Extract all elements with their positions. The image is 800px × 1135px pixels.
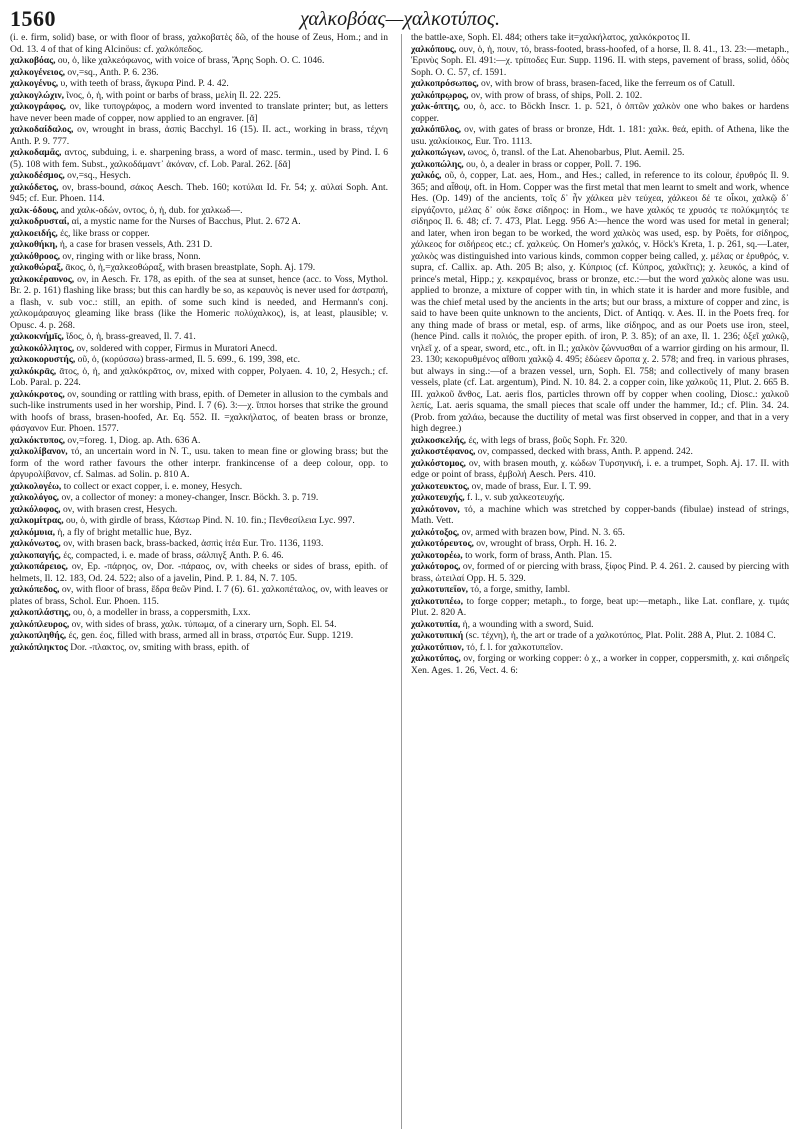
entry-text: ᾱτος, ὁ, ἡ, and χαλκόκρᾱτος, ον, mixed with copper, Polyaen. 4. 10, 2, Hesych.; cf. Lob. Paral. p. 224. [10, 365, 389, 388]
dictionary-entry [411, 147, 789, 159]
entry-headword: χαλκοειδής, [10, 227, 58, 239]
entry-headword: χαλκοκέραυνος, [10, 273, 75, 285]
entry-text: τό, an uncertain word in N. T., usu. taken to mean fine or glowing brass; but the form of the word rather favours the other interpr. frankincense of a deep colour, opp. to ἀργυρολίβανον, cf. Salmas. ad Solin. p. 810 A. [10, 446, 388, 480]
entry-text: τό, f. l. for χαλκοτυπεῖον. [466, 641, 563, 653]
page-header [10, 6, 790, 32]
entry-headword: χαλκοτορέω, [411, 549, 463, 561]
dictionary-entry [411, 458, 789, 481]
entry-headword: χαλκοθώραξ, [10, 262, 63, 273]
dictionary-entry [10, 366, 388, 389]
entry-headword: χαλκοπώλης, [411, 158, 464, 170]
entry-headword: χαλκόπληκτος [10, 641, 68, 653]
dictionary-entry [10, 642, 388, 654]
entry-headword: χαλκοδαίδαλος, [10, 124, 74, 135]
entry-text: ές, with legs of brass, βοῦς Soph. Fr. 320. [468, 434, 628, 446]
entry-text: ον, with floor of brass, ἕδρα θεῶν Pind. I. 7 (6). 61. χαλκοπέταλος, ον, with leaves or plates of brass, Schol. Eur. Phoen. 115. [10, 584, 388, 607]
dictionary-entry [411, 78, 789, 90]
entry-headword: χαλκόπους, [411, 43, 457, 55]
entry-headword: χαλκοβόας, [10, 55, 56, 66]
entry-headword: χαλκόπλευρος, [10, 618, 70, 630]
dictionary-entry [411, 527, 789, 539]
entry-text: ον, armed with brazen bow, Pind. N. 3. 65. [461, 526, 625, 538]
entry-headword: χαλκοκνήμῑς, [10, 331, 64, 342]
dictionary-entry [411, 170, 789, 435]
dictionary-entry [10, 389, 388, 435]
dictionary-entry [10, 354, 388, 366]
entry-text: ον, with brow of brass, brasen-faced, like the ferreum os of Catull. [481, 78, 735, 89]
dictionary-entry [411, 446, 789, 458]
entry-text: ἡ, a wounding with a sword, Suid. [462, 618, 594, 630]
entry-headword: χαλκοτυπέω, [411, 595, 463, 607]
entry-headword: χαλκογένυς, [10, 78, 59, 89]
dictionary-entry [10, 170, 388, 182]
dictionary-entry [411, 90, 789, 102]
dictionary-entry [10, 343, 388, 355]
entry-headword: χαλκόλοφος, [10, 503, 61, 515]
entry-text: ον, forging or working copper: ὁ χ., a worker in copper, coppersmith, χ. καὶ σιδηρεῖς Xen. Ages. 1. 26, Vect. 4. 6: [411, 653, 790, 676]
dictionary-entry [411, 32, 789, 44]
entry-headword: χαλκότονον, [411, 503, 460, 515]
entry-headword: χαλκοσκελής, [411, 434, 467, 446]
dictionary-entry [10, 78, 388, 90]
entry-text: Dor. -πλακτος, ον, smiting with brass, epith. of [70, 641, 250, 653]
entry-text: ον,=foreg. 1, Diog. ap. Ath. 636 A. [67, 434, 201, 446]
entry-headword: χαλκογλώχιν, [10, 89, 64, 101]
entry-text: ον,=sq., Hesych. [67, 170, 131, 181]
entry-text: ές, gen. έος, filled with brass, armed all in brass, στρατός Eur. Supp. 1219. [68, 630, 354, 641]
dictionary-entry [411, 619, 789, 631]
entry-text: ωνος, ὁ, transl. of the Lat. Ahenobarbus, Plut. Aemil. 25. [467, 147, 685, 158]
entry-text: ον, with brasen mouth, χ. κώδων Τυρσηνική, i. e. a trumpet, Soph. Aj. 17. II. with edge or point of brass, ἐμβολή Aesch. Pers. 410. [411, 457, 790, 480]
dictionary-entry [10, 481, 388, 493]
dictionary-entry [411, 504, 789, 527]
right-column [411, 32, 789, 676]
entry-text: ές, like brass or copper. [60, 227, 150, 239]
entry-headword: χαλκοδαμᾶς, [10, 147, 62, 158]
entry-headword: χαλκογένειος, [10, 66, 65, 78]
entry-headword: χαλκοστέφανος, [411, 446, 476, 457]
entry-headword: χαλκογράφος, [10, 101, 66, 112]
entry-headword: χαλκότορος, [411, 561, 461, 572]
entry-text: αντος, subduing, i. e. sharpening brass, a word of masc. termin., used by Pind. I. 6 (5). 108 with fem. Subst., χαλκοδάμαντ᾽ ἀκόναν, cf. Lob. Paral. 262. [δᾰ] [10, 147, 389, 170]
entry-headword: χαλκολογέω, [10, 480, 62, 492]
dictionary-entry [411, 492, 789, 504]
dictionary-entry [411, 44, 789, 79]
dictionary-entry [411, 642, 789, 654]
dictionary-entry [10, 607, 388, 619]
entry-headword: χαλκόμυια, [10, 526, 55, 538]
dictionary-entry [10, 67, 388, 79]
entry-headword: χαλκοτευχής, [411, 492, 465, 503]
entry-headword: χαλκόστομος, [411, 457, 466, 469]
entry-text: ον, Ep. -πάρηος, ον, Dor. -πάραος, ον, with cheeks or sides of brass, epith. of helmets, Il. 12. 183, Od. 24. 522; also of a javelin, Pind. P. 1. 84, N. 7. 105. [10, 561, 388, 584]
entry-text: ον, like τυπογράφος, a modern word invented to translate printer; but, as letters have never been made of copper, now applied to an engraver. [ᾰ] [10, 101, 388, 124]
entry-headword: χαλκοτύπιον, [411, 641, 464, 653]
dictionary-entry [10, 527, 388, 539]
entry-headword: χαλκοδέσμος, [10, 170, 65, 181]
entry-text: ον, wrought in brass, ἀσπὶς Bacchyl. 16 (15). II. act., working in brass, τέχνη Anth. P. 9. 777. [10, 124, 388, 147]
entry-text: υ, with teeth of brass, ἄγκυρα Pind. P. 4. 42. [60, 78, 229, 89]
entry-text: ῖνος, ὁ, ἡ, with point or barbs of brass, μελίη Il. 22. 225. [66, 89, 281, 101]
entry-text: ές, compacted, i. e. made of brass, σάλπιγξ Anth. P. 6. 46. [63, 549, 284, 561]
entry-text: ον, sounding or rattling with brass, epith. of Demeter in allusion to the cymbals and such-like instruments used in her worship, Pind. I. 7 (6). 3:—χ. ἵπποι horses that strike the ground with hoofs of brass, brasen-hoofed, Ar. Eq. 552. II. =χαλκήλατος, of beaten brass or bronze, φάσγανον Eur. Phoen. 1577. [10, 388, 388, 434]
entry-headword: χαλκοτύπος, [411, 653, 461, 664]
entry-text: to work, form of brass, Anth. Plan. 15. [465, 549, 612, 561]
dictionary-entry [10, 435, 388, 447]
entry-headword: χαλκομίτρας, [10, 515, 64, 526]
entry-headword: χαλκόκροτος, [10, 388, 65, 400]
entry-text: ον, with prow of brass, of ships, Poll. 2. 102. [470, 89, 643, 101]
dictionary-entry [10, 251, 388, 263]
entry-text: f. l., v. sub χαλκεοτευχής. [467, 492, 565, 503]
entry-headword: χαλκοκόλλητος, [10, 342, 75, 354]
entry-text: οῦ, ὁ, (κορύσσω) brass-armed, Il. 5. 699., 6. 199, 398, etc. [77, 354, 300, 365]
entry-text: ον, in Aesch. Fr. 178, as epith. of the sea at sunset, hence (acc. to Voss, Mythol. Br. 2. p. 161) flashing like brass; but this can hardly be so, as κεραυνὸς is never used for ἀστραπή, a flash, v. sub voc.: still, an epith. of some such kind is needed, and Hermann's conj. χαλκομάραυγος gleaming like brass (like the Homeric πολύχαλκος), is, at least, plausible; v. Opusc. 4. p. 268. [10, 273, 388, 331]
entry-headword: χαλκοκορυστής, [10, 354, 76, 365]
dictionary-entry [10, 216, 388, 228]
entry-text: and χαλκ-οδών, οντος, ὁ, ἡ, dub. for χαλκωδ—. [60, 204, 243, 216]
entry-headword: χαλκόνωτος, [10, 538, 61, 549]
entry-headword: χαλκοπώγων, [411, 147, 466, 158]
entry-headword: χαλκοτυπία, [411, 618, 461, 630]
dictionary-entry [411, 481, 789, 493]
entry-headword: χαλκοδρυσταί, [10, 216, 70, 227]
entry-text: ον, compassed, decked with brass, Anth. P. append. 242. [477, 446, 693, 457]
entry-text: (sc. τέχνη), ἡ, the art or trade of a χαλκοτύπος, Plat. Polit. 288 A, Plut. 2. 1084 C. [465, 630, 776, 641]
entry-headword: χαλκοπρόσωπος, [411, 78, 479, 89]
dictionary-entry [10, 630, 388, 642]
entry-headword: χαλκοπαγής, [10, 549, 61, 561]
dictionary-entry [10, 101, 388, 124]
dictionary-entry [411, 124, 789, 147]
entry-text: τό, a machine which was stretched by copper-bands (fibulae) instead of strings, Math. Vett. [411, 503, 789, 526]
entry-headword: χαλκόκρᾱς, [10, 365, 57, 377]
dictionary-entry [411, 538, 789, 550]
dictionary-entry [10, 446, 388, 481]
dictionary-entry [411, 596, 789, 619]
entry-headword: χαλκόκτυπος, [10, 434, 66, 446]
entry-text: ᾱκος, ὁ, ἡ,=χαλκεοθώραξ, with brasen breastplate, Soph. Aj. 179. [65, 262, 316, 273]
entry-headword: χαλκοπάρειος, [10, 561, 68, 572]
entry-text: ον, with gates of brass or bronze, Hdt. 1. 181: χαλκ. θεά, epith. of Athena, like the usu. χαλκίοικος, Eur. Tro. 1113. [411, 124, 789, 147]
dictionary-entry [10, 274, 388, 332]
entry-text: to collect or exact copper, i. e. money, Hesych. [63, 480, 243, 492]
entry-headword: χαλκοτυπική [411, 630, 464, 641]
dictionary-entry [10, 147, 388, 170]
dictionary-entry [10, 619, 388, 631]
entry-text: ον, made of brass, Eur. I. T. 99. [471, 480, 591, 492]
entry-headword: χαλκ-όπτης, [411, 101, 460, 112]
dictionary-entry [10, 561, 388, 584]
dictionary-entry [10, 55, 388, 67]
entry-text: ῖδος, ὁ, ἡ, brass-greaved, Il. 7. 41. [66, 331, 196, 342]
dictionary-entry [411, 159, 789, 171]
dictionary-entry [411, 101, 789, 124]
dictionary-entry [411, 550, 789, 562]
dictionary-entry [10, 550, 388, 562]
column-divider [401, 34, 402, 1129]
dictionary-entry [10, 182, 388, 205]
dictionary-entry [411, 653, 789, 676]
dictionary-entry [10, 228, 388, 240]
entry-text: ον, brass-bound, σάκος Aesch. Theb. 160; κοτύλαι Id. Fr. 54; χ. αὐλαί Soph. Ant. 945; cf. Eur. Phoen. 114. [10, 181, 389, 204]
entry-text: ον, ringing with or like brass, Nonn. [62, 250, 201, 262]
dictionary-entry [10, 90, 388, 102]
entry-text: ον, with brasen crest, Hesych. [62, 503, 178, 515]
entry-text: (i. e. firm, solid) base, or with floor of brass, χαλκοβατὲς δῶ, of the house of Zeus, Hom.; and in Od. 13. 4 of that of king Alcinöus: cf. χαλκόπεδος. [10, 32, 388, 55]
dictionary-entry [10, 124, 388, 147]
entry-headword: χαλκ-όδους, [10, 204, 59, 216]
entry-text: ου, ὁ, a dealer in brass or copper, Poll. 7. 196. [466, 158, 642, 170]
entry-headword: χαλκόδετος, [10, 181, 59, 193]
entry-headword: χαλκόπεδος, [10, 584, 60, 595]
entry-headword: χαλκόθροος, [10, 250, 61, 262]
dictionary-entry [10, 584, 388, 607]
entry-text: ου, ὁ, with girdle of brass, Κάστωρ Pind. N. 10. fin.; Πενθεσίλεια Lyc. 997. [65, 515, 355, 526]
entry-text: ον, formed of or piercing with brass, ξίφος Pind. P. 4. 261. 2. caused by piercing with brass, ὠτειλαί Opp. H. 5. 329. [411, 561, 789, 584]
entry-text: ου, ὁ, acc. to Böckh Inscr. 1. p. 521, ὁ ὀπτῶν χαλκὸν one who bakes or hardens copper. [411, 101, 789, 124]
dictionary-entry [411, 561, 789, 584]
entry-text: the battle-axe, Soph. El. 484; others take it=χαλκήλατος, χαλκόκροτος II. [411, 32, 691, 43]
dictionary-entry [10, 504, 388, 516]
entry-headword: χαλκοτόρευτος, [411, 538, 474, 549]
entry-text: ον, soldered with copper, Firmus in Muratori Anecd. [76, 342, 278, 354]
entry-text: ουν, ὁ, ἡ, πουν, τό, brass-footed, brass-hoofed, of a horse, Il. 8. 41., 13. 23:—metaph., Ἐρινὺς Soph. El. 491:—χ. τρίποδες Eur. Supp. 1196. II. with steps, pavement of brass, solid, ὁδὸς Soph. O. C. 57, cf. 1591. [411, 43, 789, 78]
entry-text: ἡ, a fly of bright metallic hue, Byz. [57, 526, 192, 538]
entry-text: to forge copper; metaph., to forge, beat up:—metaph., like Lat. conflare, χ. τιμάς Plut. 2. 820 A. [411, 595, 789, 618]
entry-text: οῦ, ὁ, copper, Lat. aes, Hom., and Hes.; called, in reference to its colour, ἐρυθρός Il. 9. 365; and αἶθοψ, oft. in Hom. Copper was the first metal that men learnt to smelt and work, whence Hes. (Op. 149) of the ancients, τοῖς δ᾽ ἦν χάλκεα μὲν τεύχεα, χάλκεοι δέ τε οἶκοι, χαλκῷ δ᾽ εἰργάζοντο, μέλας δ᾽ οὐκ ἔσκε σίδηρος: in Hom., we have χαλκός τε χρυσός τε πολύκμητός τε σίδηρος Il. 6. 48; cf. 7. 473, Plat. Legg. 956 A:—hence the word was used for metal in general; and later, when iron began to be worked, the word χαλκὸς was used, esp. by Poëts, for σίδηρος, χάλκεος for σιδήρεος etc.; cf. χαλκεύς. On Homer's χαλκός, v. Höck's Kreta, 1. p. 261, sq.—Later, χαλκὸς was distinguished into various kinds, common copper being called, χ. μέλας or ἐρυθρός, v. supra, cf. Callix. ap. Ath. 205 B; also, χ. Κύπριος (cf. Κύπρος, χαλκῖτις); χ. λευκός, a kind of prince's metal, Hipp.; χ. κεκραμένος, brass or bronze, etc.:—but the word χαλκὸς alone was usu. applied to bronze, a mixture of copper with tin, in which state it is harder and more fusible, and was the chief metal used by the ancients in the arts; but our brass, a mixture of copper and zinc, is said to have been quite unknown to the ancients, Dict. of Antiqq. v. Aes. II. in the Poets freq. for any thing made of brass or metal, esp. of arms, like σίδηρος, and as our Poets use iron, steel, (hence Pind. calls it πολιός, the proper epith. of iron, P. 3. 85); of an axe, Il. 1. 236; ὀξεῖ χαλκῷ, νηλεῖ χ. of a spear, sword, etc., oft. in Il.; χαλκὸν ζώννυσθαι of a warrior girding on his armour, Il. 23. 130; κεκορυθμένος αἴθοπι χαλκῷ 4. 495; ἑδώεεν ὤροπα χ. 2. 578; and freq. in various phrases, but always in sing.:—of a brazen vessel, urn, Soph. El. 758; and collectively of many brasen vessels, plate (cf. Lat. argentum), Pind. N. 10. 84. 2. a copper coin, like χαλκοῦς 11, Plut. 2. 665 B. III. χαλκοῦ ἄνθος, Lat. aeris flos, particles thrown off by copper when cooling, Diosc.: χαλκοῦ λεπίς, Lat. aeris squama, the small pieces that scale off under the hammer, Id.; cf. Plin. 34. 24. (Prob. from χαλάω, because the ductility of metal was first observed in copper, and that in a very high degree.) [411, 170, 789, 434]
entry-headword: χαλκοπλάστης, [10, 607, 71, 618]
entry-headword: χαλκοπληθής, [10, 630, 67, 641]
entry-text: ον, with brasen back, brass-backed, ἀσπὶς ἰτέα Eur. Tro. 1136, 1193. [63, 538, 324, 549]
entry-text: τό, a forge, smithy, Iambl. [470, 584, 570, 595]
dictionary-entry [10, 205, 388, 217]
dictionary-entry [10, 32, 388, 55]
entry-headword: χαλκολόγος, [10, 492, 60, 503]
dictionary-entry [10, 331, 388, 343]
dictionary-entry [10, 538, 388, 550]
left-column [10, 32, 388, 653]
entry-headword: χαλκός, [411, 170, 442, 181]
dictionary-entry [10, 515, 388, 527]
entry-headword: χαλκοθήκη, [10, 239, 58, 250]
entry-headword: χαλκοτυπεῖον, [411, 584, 469, 595]
page-number: 1560 [10, 6, 56, 31]
dictionary-entry [10, 239, 388, 251]
entry-headword: χαλκοτευκτος, [411, 480, 470, 492]
dictionary-entry [10, 492, 388, 504]
entry-headword: χαλκολίβανον, [10, 446, 68, 457]
running-head: χαλκοβόας—χαλκοτύπος. [299, 8, 501, 30]
entry-headword: χαλκόπρῳρος, [411, 89, 469, 101]
dictionary-entry [10, 262, 388, 274]
entry-headword: χαλκότοξος, [411, 526, 460, 538]
entry-text: ου, ὁ, a modeller in brass, a coppersmith, Lxx. [73, 607, 251, 618]
entry-text: ον,=sq., Anth. P. 6. 236. [67, 66, 159, 78]
entry-text: ον, with sides of brass, χαλκ. τύπωμα, of a cinerary urn, Soph. El. 54. [71, 618, 337, 630]
dictionary-entry [411, 584, 789, 596]
entry-text: ἡ, a case for brasen vessels, Ath. 231 D. [59, 239, 213, 250]
entry-text: ον, wrought of brass, Orph. H. 16. 2. [476, 538, 617, 549]
entry-text: ου, ὁ, like χαλκεόφωνος, with voice of brass, Ἄρης Soph. O. C. 1046. [57, 55, 325, 66]
entry-text: ον, a collector of money: a money-changer, Inscr. Böckh. 3. p. 719. [61, 492, 319, 503]
dictionary-entry [411, 435, 789, 447]
entry-text: αἱ, a mystic name for the Nurses of Bacchus, Plut. 2. 672 A. [71, 216, 301, 227]
dictionary-entry [411, 630, 789, 642]
entry-headword: χαλκόπῡλος, [411, 124, 462, 135]
